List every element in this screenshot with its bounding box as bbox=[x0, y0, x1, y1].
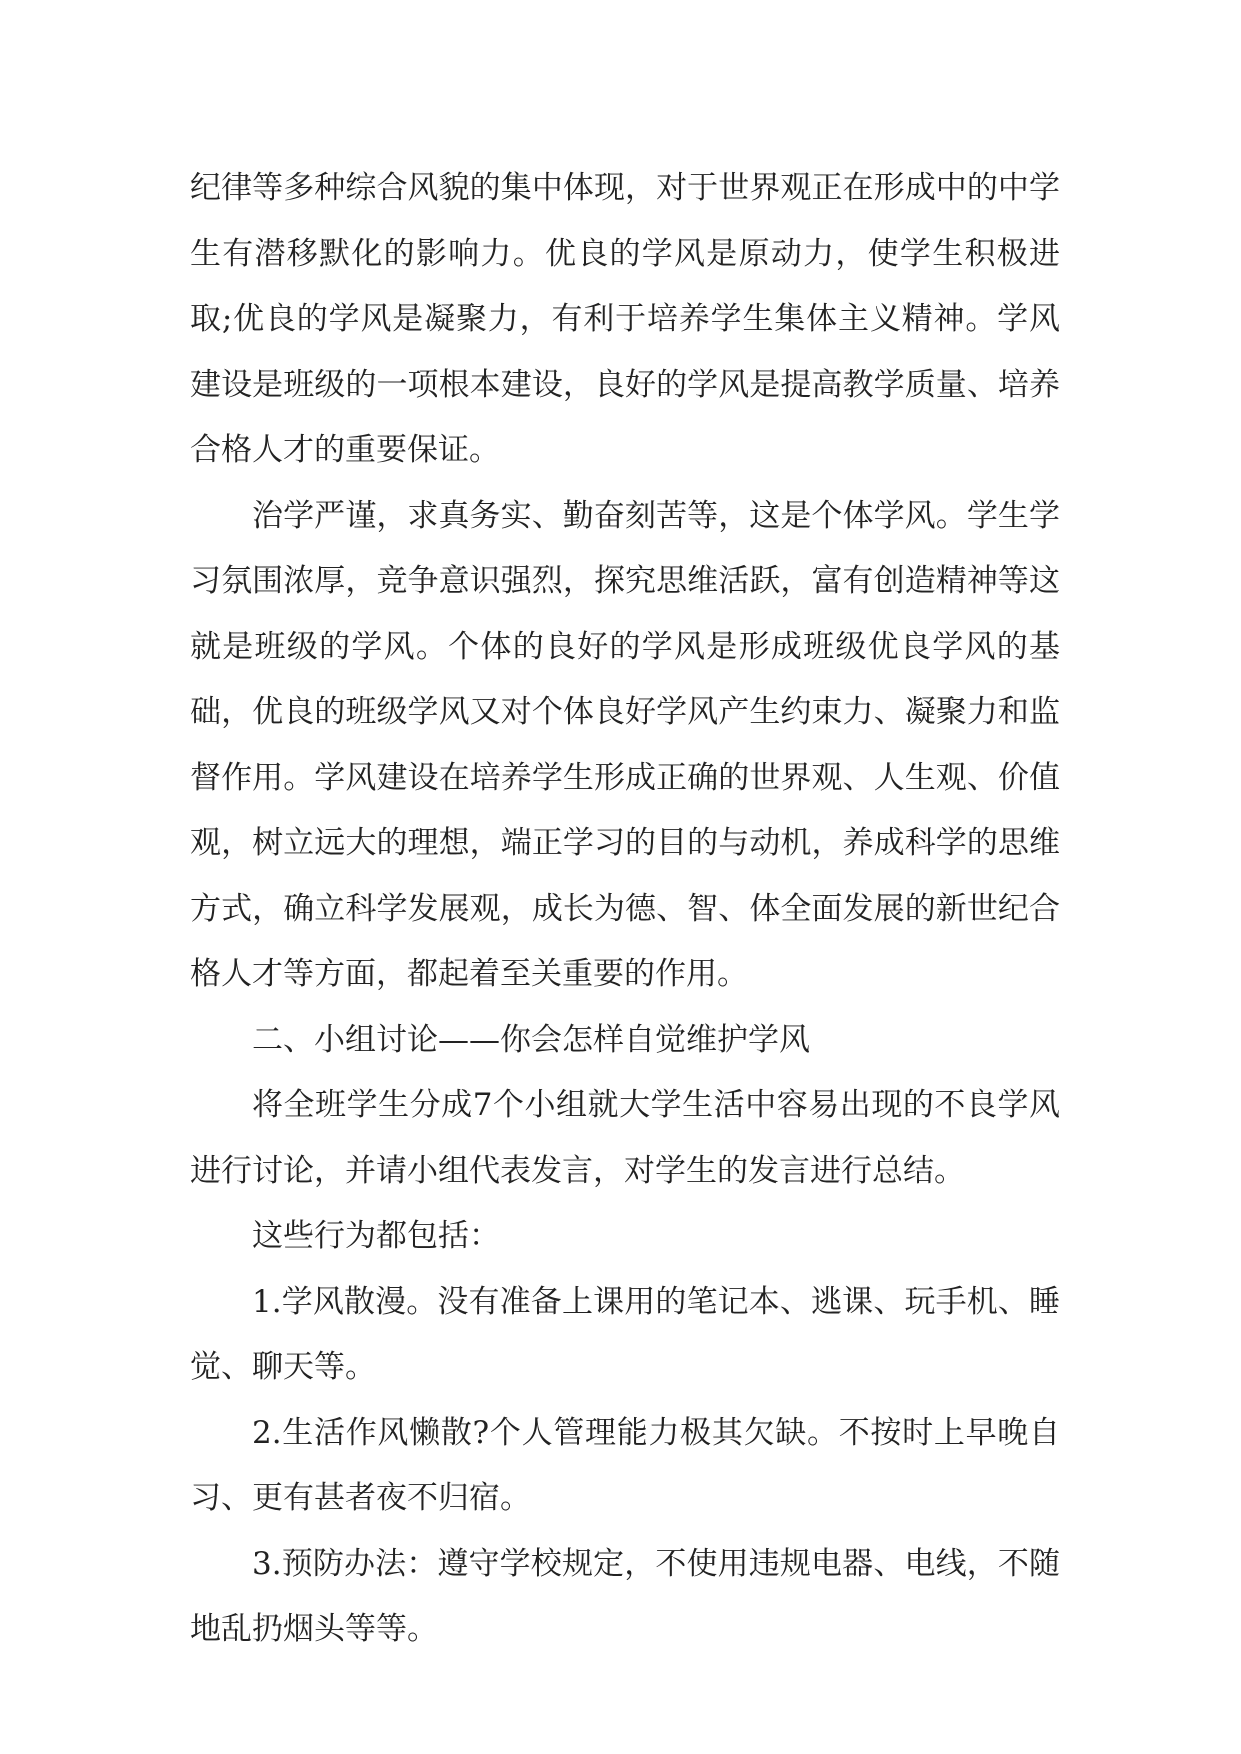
section-heading: 二、小组讨论——你会怎样自觉维护学风 bbox=[252, 1021, 810, 1058]
body-text bbox=[190, 156, 1060, 1663]
list-item-2: 2.生活作风懒散?个人管理能力极其欠缺。不按时上早晚自习、更有甚者夜不归宿。 bbox=[190, 1414, 1060, 1516]
paragraph-2: 治学严谨，求真务实、勤奋刻苦等，这是个体学风。学生学习氛围浓厚，竞争意识强烈，探究思维活跃，富有创造精神等这就是班级的学风。个体的良好的学风是形成班级优良学风的基础，优良的班级学风又对个体良好学风产生约束力、凝聚力和监督作用。学风建设在培养学生形成正确的世界观、人生观、价值观，树立远大的理想，端正学习的目的与动机，养成科学的思维方式，确立科学发展观，成长为德、智、体全面发展的新世纪合格人才等方面，都起着至关重要的作用。 bbox=[190, 497, 1060, 992]
list-item-1: 1.学风散漫。没有准备上课用的笔记本、逃课、玩手机、睡觉、聊天等。 bbox=[190, 1283, 1060, 1385]
paragraph-1: 纪律等多种综合风貌的集中体现，对于世界观正在形成中的中学生有潜移默化的影响力。优良的学风是原动力，使学生积极进取;优良的学风是凝聚力，有利于培养学生集体主义精神。学风建设是班级的一项根本建设，良好的学风是提高教学质量、培养合格人才的重要保证。 bbox=[190, 170, 1060, 468]
paragraph-4: 这些行为都包括： bbox=[252, 1218, 500, 1254]
list-item-3: 3.预防办法：遵守学校规定，不使用违规电器、电线，不随地乱扔烟头等等。 bbox=[190, 1545, 1060, 1647]
paragraph-3: 将全班学生分成7个小组就大学生活中容易出现的不良学风进行讨论，并请小组代表发言，对学生的发言进行总结。 bbox=[190, 1087, 1060, 1189]
